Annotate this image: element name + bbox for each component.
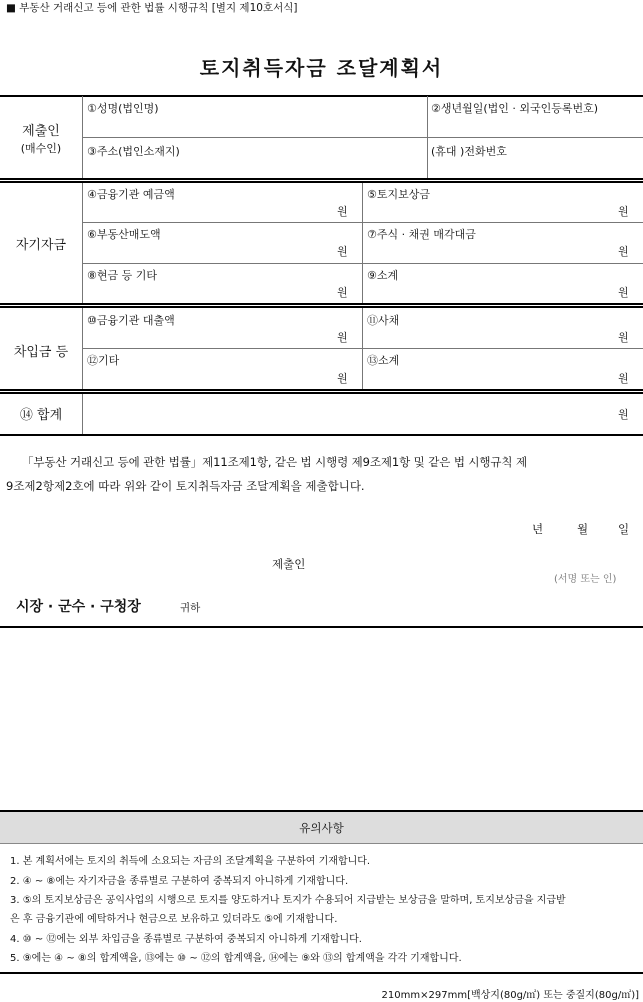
notes-header: 유의사항 bbox=[0, 810, 643, 844]
total-label: ⑭ 합계 bbox=[19, 408, 63, 423]
notes-bottom-rule bbox=[0, 972, 643, 974]
unit-label: 원 bbox=[337, 205, 348, 218]
rule bbox=[82, 137, 643, 138]
note-item: 4. ⑩ ~ ⑫에는 외부 차입금을 종류별로 구분하여 중복되지 아니하게 기재합니다. bbox=[10, 934, 362, 945]
col-rule bbox=[427, 96, 428, 178]
borrowed-subtotal-field[interactable]: ⑬소계 bbox=[367, 354, 400, 367]
col-rule bbox=[362, 183, 363, 303]
unit-label: 원 bbox=[618, 331, 629, 344]
form-header: ■ 부동산 거래신고 등에 관한 법률 시행규칙 [별지 제10호서식] bbox=[6, 2, 298, 14]
addressee-suffix: 귀하 bbox=[180, 602, 201, 614]
compensation-field[interactable]: ⑤토지보상금 bbox=[367, 188, 430, 201]
unit-label: 원 bbox=[618, 245, 629, 258]
unit-label: 원 bbox=[337, 245, 348, 258]
other-field[interactable]: ⑫기타 bbox=[87, 354, 120, 367]
note-item: 3. ⑤의 토지보상금은 공익사업의 시행으로 토지를 양도하거나 토지가 수용되어 지급받는 보상금을 말하며, 토지보상금을 지급받 bbox=[10, 895, 566, 906]
own-subtotal-field[interactable]: ⑨소계 bbox=[367, 269, 399, 282]
submitter-label: 제출인 bbox=[22, 124, 60, 139]
unit-label: 원 bbox=[337, 372, 348, 385]
unit-label: 원 bbox=[618, 372, 629, 385]
name-field[interactable]: ①성명(법인명) bbox=[87, 102, 159, 115]
section-rule bbox=[0, 178, 643, 180]
col-rule bbox=[82, 183, 83, 303]
note-item: 5. ⑨에는 ④ ~ ⑧의 합계액을, ⑬에는 ⑩ ~ ⑫의 합계액을, ⑭에는 ⑨와 ⑬의 합계액을 각각 기재합니다. bbox=[10, 953, 462, 964]
statement-line-2: 9조제2항제2호에 따라 위와 같이 토지취득자금 조달계획을 제출합니다. bbox=[6, 479, 365, 493]
note-item: 은 후 금융기관에 예탁하거나 현금으로 보유하고 있더라도 ⑤에 기재합니다. bbox=[10, 914, 338, 925]
submitter-sign-label: 제출인 bbox=[272, 557, 306, 571]
col-rule bbox=[82, 308, 83, 389]
table-bottom-rule bbox=[0, 434, 643, 436]
unit-label: 원 bbox=[618, 286, 629, 299]
date-year[interactable]: 년 bbox=[532, 522, 544, 536]
col-rule bbox=[82, 394, 83, 434]
col-rule bbox=[82, 96, 83, 178]
col-rule bbox=[362, 308, 363, 389]
section-rule bbox=[0, 392, 643, 394]
date-day[interactable]: 일 bbox=[618, 522, 630, 536]
note-item: 1. 본 계획서에는 토지의 취득에 소요되는 자금의 조달계획을 구분하여 기재합니다. bbox=[10, 856, 371, 867]
private-loan-field[interactable]: ⑪사채 bbox=[367, 314, 400, 327]
unit-label: 원 bbox=[337, 286, 348, 299]
phone-field[interactable]: (휴대 )전화번호 bbox=[431, 145, 507, 158]
section-rule bbox=[0, 306, 643, 308]
form-title: 토지취득자금 조달계획서 bbox=[199, 56, 444, 80]
date-month[interactable]: 월 bbox=[577, 522, 589, 536]
sign-note[interactable]: (서명 또는 인) bbox=[554, 574, 617, 585]
birth-field[interactable]: ②생년월일(법인 · 외국인등록번호) bbox=[431, 102, 599, 115]
submitter-sub: (매수인) bbox=[20, 142, 62, 155]
own-funds-label: 자기자금 bbox=[15, 238, 67, 253]
section-rule bbox=[0, 303, 643, 305]
sale-field[interactable]: ⑥부동산매도액 bbox=[87, 228, 161, 241]
paper-spec: 210mm×297mm[백상지(80g/㎡) 또는 중질지(80g/㎡)] bbox=[381, 990, 639, 1001]
addressee: 시장 · 군수 · 구청장 bbox=[16, 599, 141, 615]
section-rule bbox=[0, 181, 643, 183]
table-top-rule bbox=[0, 95, 643, 97]
loan-field[interactable]: ⑩금융기관 대출액 bbox=[87, 314, 175, 327]
stock-field[interactable]: ⑦주식 · 채권 매각대금 bbox=[367, 228, 476, 241]
cash-field[interactable]: ⑧현금 등 기타 bbox=[87, 269, 157, 282]
addressee-rule bbox=[0, 626, 643, 628]
statement-line-1: 「부동산 거래신고 등에 관한 법률」제11조제1항, 같은 법 시행령 제9조제1항 및 같은 법 시행규칙 제 bbox=[22, 455, 527, 469]
total-unit[interactable]: 원 bbox=[618, 408, 629, 421]
address-field[interactable]: ③주소(법인소재지) bbox=[87, 145, 180, 158]
note-item: 2. ④ ~ ⑧에는 자기자금을 종류별로 구분하여 중복되지 아니하게 기재합니다. bbox=[10, 876, 349, 887]
unit-label: 원 bbox=[618, 205, 629, 218]
deposit-field[interactable]: ④금융기관 예금액 bbox=[87, 188, 175, 201]
section-rule bbox=[0, 389, 643, 391]
borrowed-label: 차입금 등 bbox=[13, 345, 69, 360]
unit-label: 원 bbox=[337, 331, 348, 344]
